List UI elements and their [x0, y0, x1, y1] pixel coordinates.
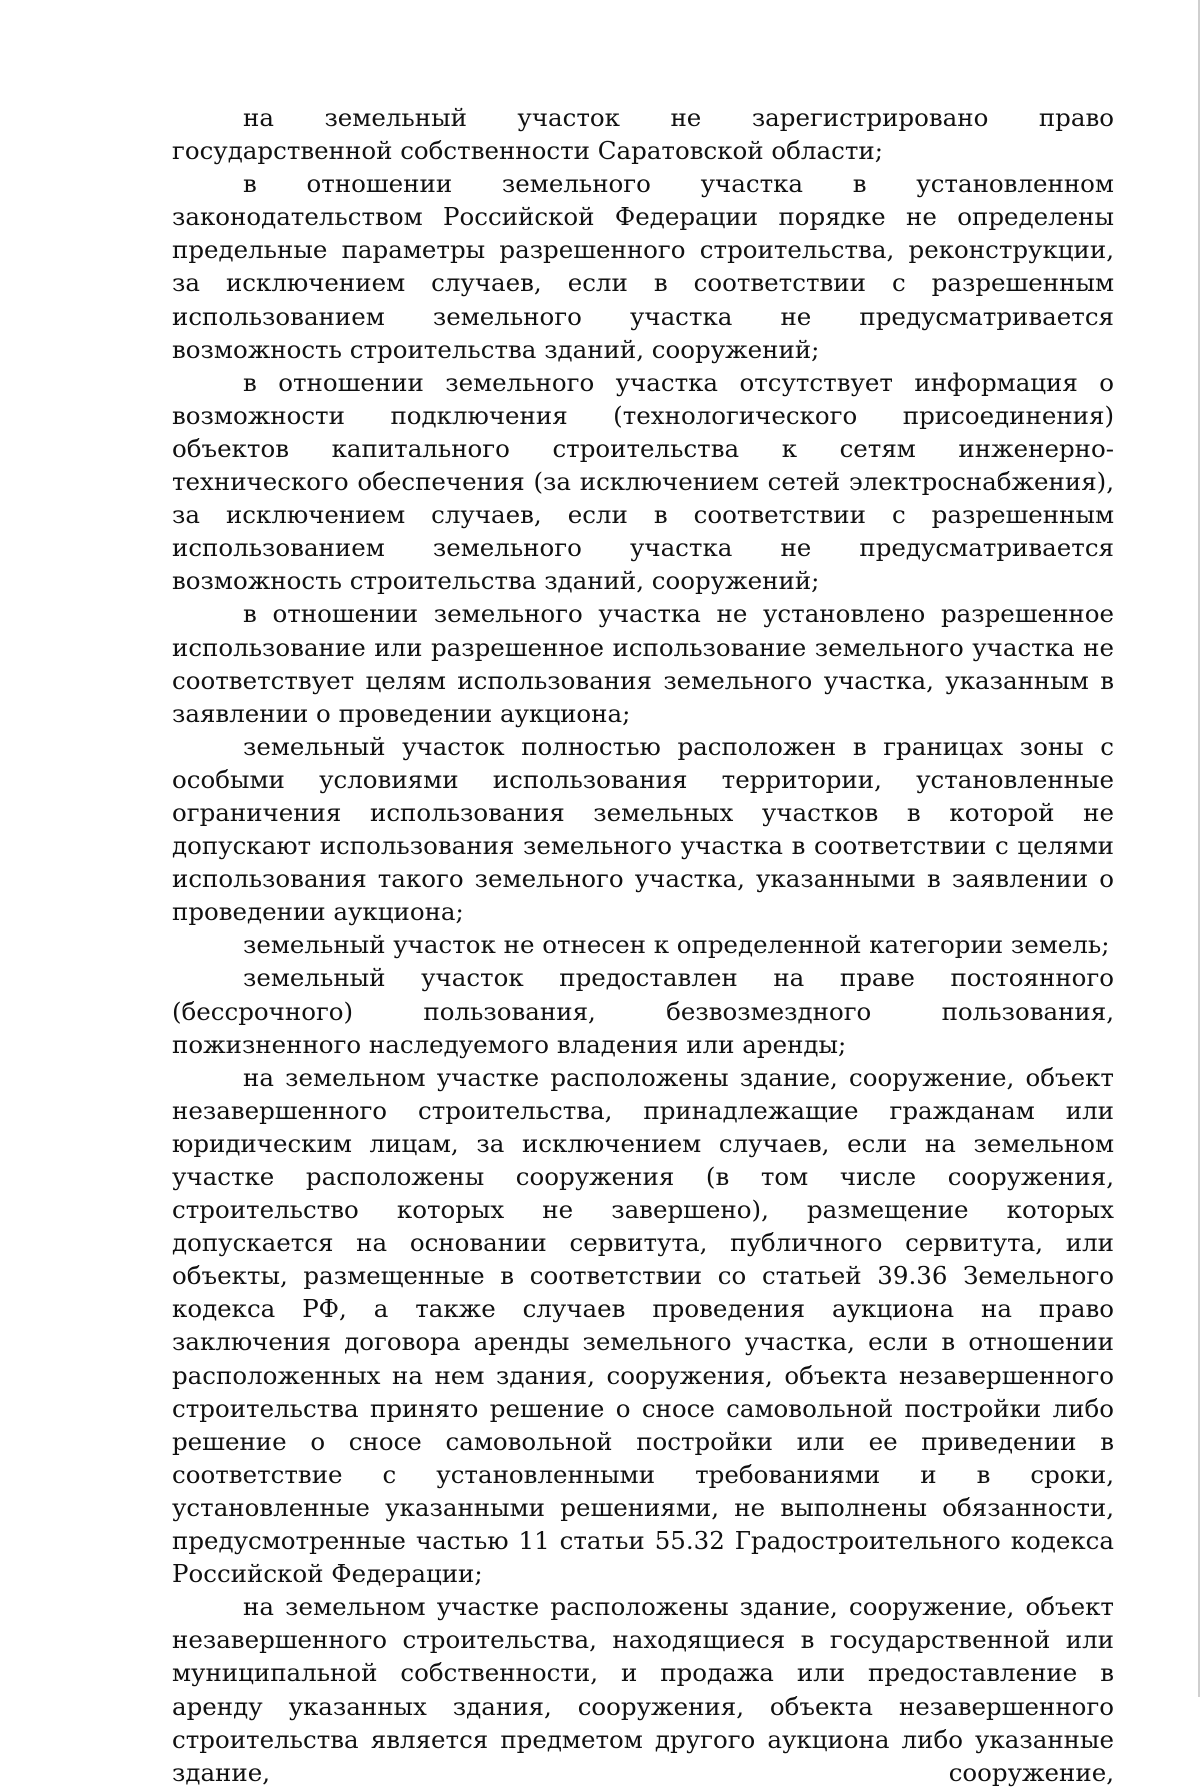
paragraph-public-buildings-on-land: на земельном участке расположены здание, сооружение, объект незавершенного строительства, находящиеся в государственной или муниципальной собственности, и продажа или предоставление в аренду указанных здания, сооружения, объекта незавершенного строительства является предметом другого аукциона либо указанные здание, сооружение,	[172, 1592, 1114, 1787]
paragraph-no-permitted-use: в отношении земельного участка не установлено разрешенное использование или разрешенное использование земельного участка не соответствует целям использования земельного участка, указанным в заявлении о проведении аукциона;	[172, 599, 1114, 728]
paragraph-no-connection-info: в отношении земельного участка отсутствует информация о возможности подключения (технологического присоединения) объектов капитального строительства к сетям инженерно-технического обеспечения (за исключением сетей электроснабжения), за исключением случаев, если в соответствии с разрешенным использованием земельного участка не предусматривается возможность строительства зданий, сооружений;	[172, 367, 1114, 596]
paragraph-private-buildings-on-land: на земельном участке расположены здание, сооружение, объект незавершенного строительства, принадлежащие гражданам или юридическим лицам, за исключением случаев, если на земельном участке расположены сооружения (в том числе сооружения, строительство которых не завершено), размещение которых допускается на основании сервитута, публичного сервитута, или объекты, размещенные в соответствии со статьей 39.36 Земельного кодекса РФ, а также случаев проведения аукциона на право заключения договора аренды земельного участка, если в отношении расположенных на нем здания, сооружения, объекта незавершенного строительства принято решение о сносе самовольной постройки либо решение о сносе самовольной постройки или ее приведении в соответствие с установленными требованиями и в сроки, установленные указанными решениями, не выполнены обязанности, предусмотренные частью 11 статьи 55.32 Градостроительного кодекса Российской Федерации;	[172, 1062, 1114, 1589]
paragraph-special-use-zone: земельный участок полностью расположен в границах зоны с особыми условиями использования территории, установленные ограничения использования земельных участков в которой не допускают использования земельного участка в соответствии с целями использования такого земельного участка, указанными в заявлении о проведении аукциона;	[172, 731, 1114, 927]
document-body	[172, 101, 1114, 1789]
paragraph-land-already-granted: земельный участок предоставлен на праве постоянного (бессрочного) пользования, безвозмездного пользования, пожизненного наследуемого владения или аренды;	[172, 963, 1114, 1059]
paragraph-no-construction-parameters: в отношении земельного участка в установленном законодательством Российской Федерации порядке не определены предельные параметры разрешенного строительства, реконструкции, за исключением случаев, если в соответствии с разрешенным использованием земельного участка не предусматривается возможность строительства зданий, сооружений;	[172, 169, 1114, 364]
paragraph-no-land-category: земельный участок не отнесен к определенной категории земель;	[243, 930, 1110, 960]
paragraph-no-state-ownership: на земельный участок не зарегистрировано право государственной собственности Саратовской области;	[172, 103, 1114, 166]
